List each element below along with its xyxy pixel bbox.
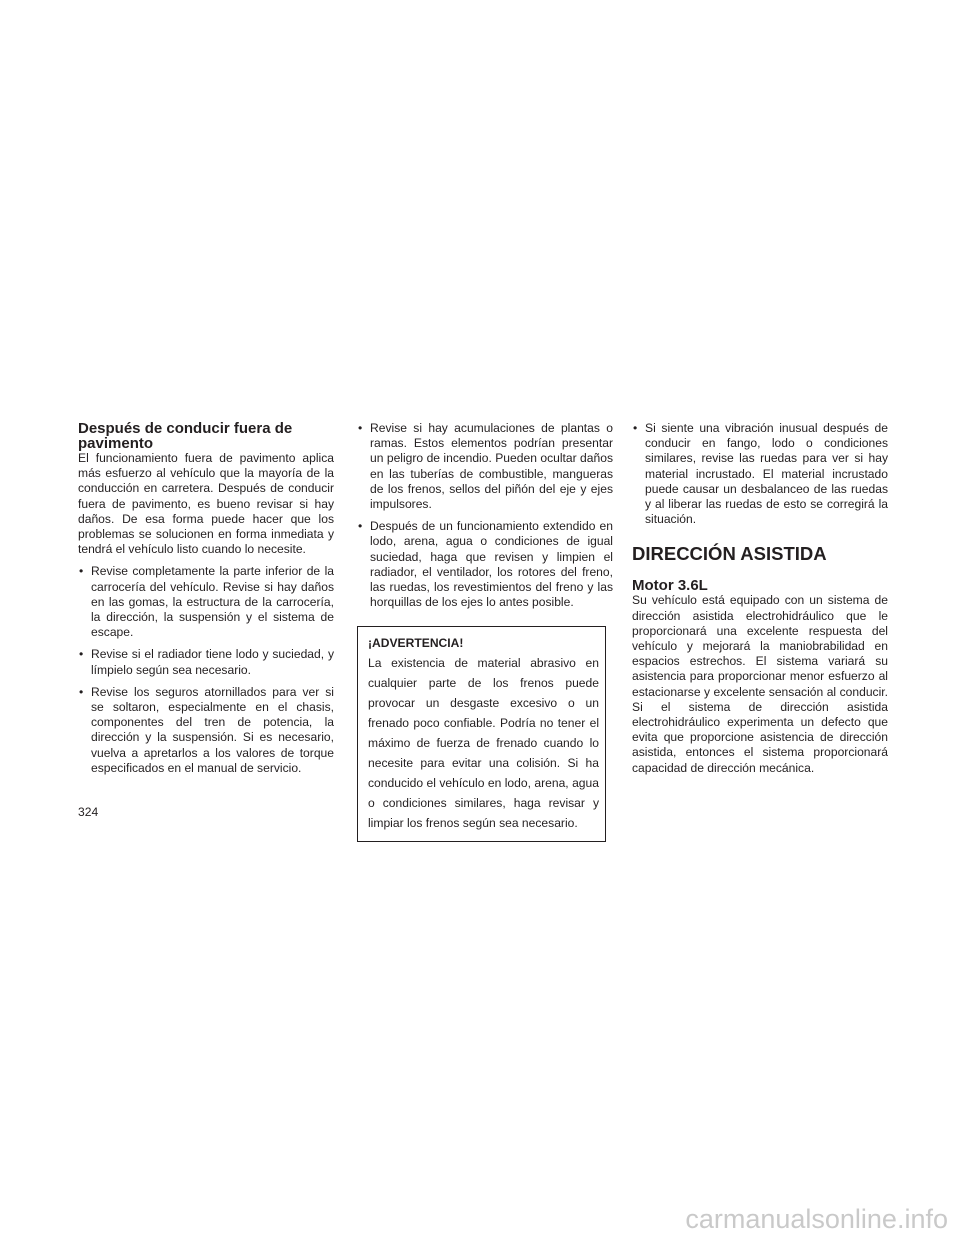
bullet-icon: • [633, 421, 638, 435]
list-item [78, 647, 334, 677]
list-item-text: Revise los seguros atornillados para ver si se soltaron, especialmente en el chasis, componentes del tren de potencia, la dirección y la suspensión. Si es necesario, vuelva a apretarlos a los valores de torque especificados en el manual de servicio. [91, 684, 334, 775]
column-left [78, 421, 334, 776]
column-middle [357, 421, 613, 842]
list-item-text: Si siente una vibración inusual después de conducir en fango, lodo o condiciones similares, revise las ruedas para ver si hay material incrustado. El material incrustado puede causar un desbalanceo de las ruedas y al liberar las ruedas de esto se corregirá la situación. [645, 421, 888, 527]
page-number: 324 [78, 805, 99, 819]
list-item [632, 421, 888, 527]
bullet-icon: • [79, 684, 84, 699]
checklist-middle [357, 421, 613, 610]
column-right [632, 421, 888, 776]
list-item-text: Revise si hay acumulaciones de plantas o ramas. Estos elementos podrían presentar un peligro de incendio. Pueden ocultar daños en las tuberías de combustible, mangueras de los frenos, sellos del piñón del eje y ejes impulsores. [370, 421, 613, 512]
checklist-right [632, 421, 888, 527]
section-title-power-steering: DIRECCIÓN ASISTIDA [632, 543, 827, 565]
list-item [78, 685, 334, 776]
warning-text: La existencia de material abrasivo en cualquier parte de los frenos puede provocar un desgaste excesivo o un frenado poco confiable. Podría no tener el máximo de fuerza de frenado cuando lo necesite para evitar una colisión. Si ha conducido el vehículo en lodo, arena, agua o condiciones similares, haga revisar y limpiar los frenos según sea necesario. [368, 656, 599, 831]
list-item-text: Revise completamente la parte inferior de la carrocería del vehículo. Revise si hay daños en las gomas, la estructura de la carrocería, la dirección, la suspensión y el sistema de escape. [91, 564, 334, 640]
checklist-left [78, 564, 334, 776]
bullet-icon: • [358, 421, 363, 435]
watermark: carmanualsonline.info [685, 1204, 948, 1234]
bullet-icon: • [79, 647, 84, 662]
power-steering-paragraph: Su vehículo está equipado con un sistema de dirección asistida electrohidráulico que le proporcionará una excelente respuesta del vehículo y mejorará la maniobrabilidad en espacios estrechos. El sistema variará su asistencia para proporcionar menor esfuerzo al estacionarse y excelente sensación al conducir. Si el sistema de dirección asistida electrohidráulico experimenta un defecto que evita que proporcione asistencia de dirección asistida, entonces el sistema proporcionará capacidad de dirección mecánica. [632, 593, 888, 775]
warning-title: ¡ADVERTENCIA! [368, 636, 464, 651]
section-heading-off-road: Después de conducir fuera de pavimento [78, 420, 293, 452]
bullet-icon: • [358, 519, 363, 534]
list-item [357, 421, 613, 512]
list-item-text: Revise si el radiador tiene lodo y suciedad, y límpielo según sea necesario. [91, 647, 334, 677]
warning-box [357, 626, 606, 842]
bullet-icon: • [79, 564, 84, 579]
list-item-text: Después de un funcionamiento extendido en lodo, arena, agua o condiciones de igual suciedad, haga que revisen y limpien el radiador, el ventilador, los rotores del freno, las ruedas, los revestimientos del freno y las horquillas de los ejes lo antes posible. [370, 519, 613, 610]
sub-heading-engine: Motor 3.6L [632, 577, 708, 595]
list-item [78, 564, 334, 640]
list-item [357, 519, 613, 610]
intro-paragraph: El funcionamiento fuera de pavimento aplica más esfuerzo al vehículo que la mayoría de la conducción en carretera. Después de conducir fuera de pavimento, es bueno revisar si hay daños. De esa forma puede hacer que los problemas se solucionen en forma inmediata y tendrá el vehículo listo cuando lo necesite. [78, 451, 334, 557]
